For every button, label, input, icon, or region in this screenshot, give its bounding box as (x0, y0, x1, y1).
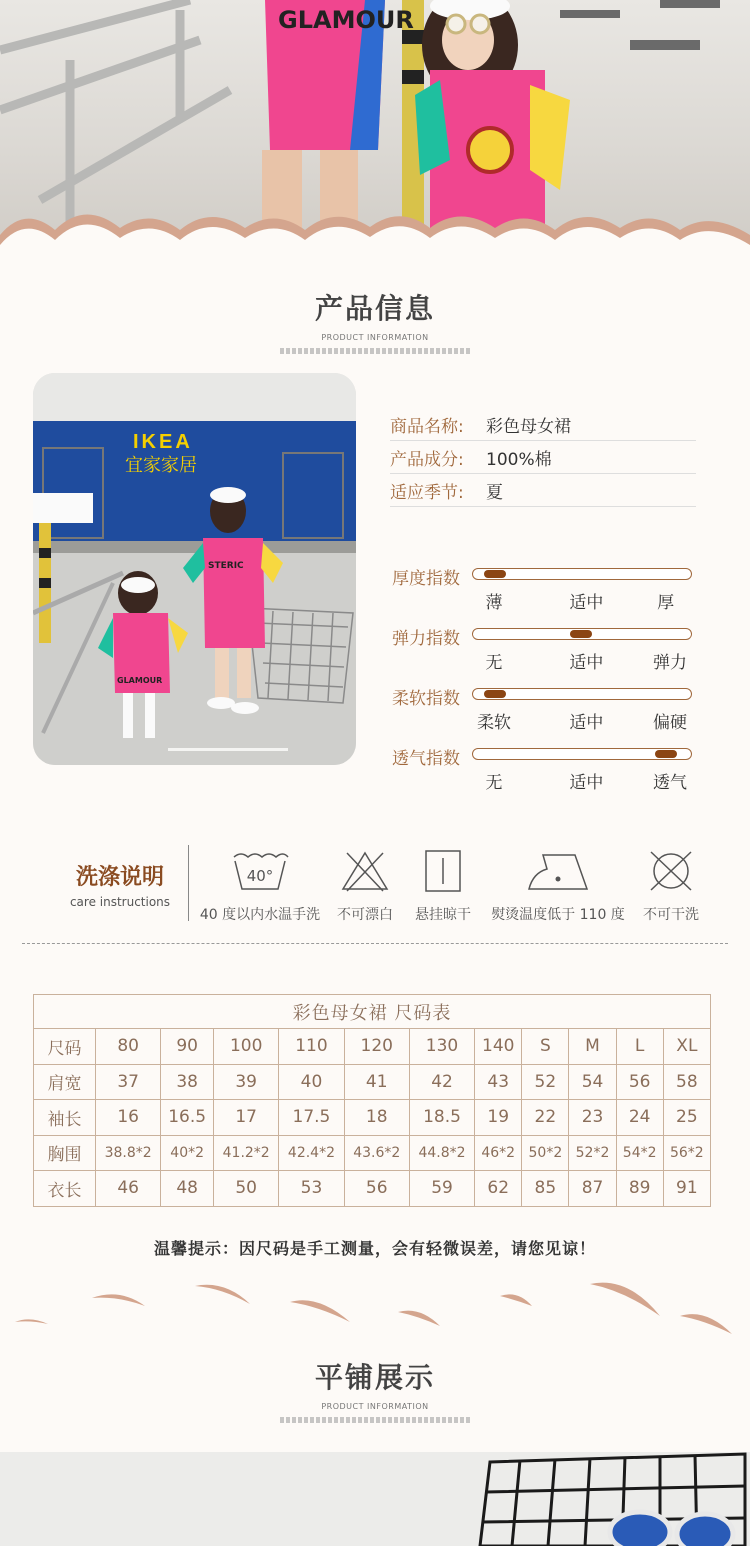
hang-dry-icon (410, 848, 476, 894)
table-row (34, 1100, 711, 1136)
size-cell: 90 (161, 1029, 214, 1065)
scale-mark-high: 弹力 (653, 653, 687, 673)
care-label: 不可漂白 (337, 907, 393, 923)
table-cell: 39 (214, 1064, 279, 1100)
row-header: 衣长 (34, 1171, 96, 1207)
care-item-hang (410, 848, 476, 924)
scale-mark-mid: 适中 (569, 593, 604, 613)
table-cell: 56*2 (663, 1135, 710, 1171)
table-cell: 42.4*2 (279, 1135, 344, 1171)
attr-label: 适应季节: (390, 482, 464, 503)
table-cell: 16.5 (161, 1100, 214, 1136)
table-cell: 52 (522, 1064, 569, 1100)
table-cell: 53 (279, 1171, 344, 1207)
scale-label: 柔软指数 (392, 689, 460, 709)
table-cell: 24 (616, 1100, 663, 1136)
scale-mark-high: 透气 (653, 773, 687, 793)
scale-mark-low: 无 (485, 653, 503, 673)
ikea-name: 宜家家居 (125, 455, 197, 476)
size-cell: 80 (96, 1029, 161, 1065)
scale-mark-low: 柔软 (477, 713, 511, 733)
table-row (34, 1135, 711, 1171)
photo-shirt-text-2: GLAMOUR (117, 676, 163, 685)
scale-mark-mid: 适中 (569, 713, 604, 733)
scale-mark-high: 厚 (657, 593, 675, 613)
row-header: 袖长 (34, 1100, 96, 1136)
scale-marker (655, 750, 677, 758)
no-dry-clean-icon (638, 848, 704, 894)
scale-track (472, 568, 692, 580)
no-bleach-icon (332, 848, 398, 894)
wash-tub-icon (196, 848, 324, 894)
table-cell: 44.8*2 (409, 1135, 474, 1171)
photo-shirt-text-1: STERIC (208, 561, 244, 571)
attr-material-row (390, 441, 696, 474)
table-cell: 52*2 (569, 1135, 616, 1171)
scale-label: 厚度指数 (392, 569, 460, 589)
table-cell: 22 (522, 1100, 569, 1136)
heading-en: PRODUCT INFORMATION (321, 1402, 429, 1411)
table-cell: 54 (569, 1064, 616, 1100)
scale-track (472, 688, 692, 700)
table-cell: 58 (663, 1064, 710, 1100)
table-row (34, 1171, 711, 1207)
scale-mark-mid: 适中 (569, 653, 604, 673)
table-cell: 17 (214, 1100, 279, 1136)
scale-mark-high: 偏硬 (653, 713, 687, 733)
heading-zh: 产品信息 (314, 292, 435, 325)
table-cell: 48 (161, 1171, 214, 1207)
ikea-logo: IKEA (133, 431, 193, 453)
elasticity-scale (390, 620, 700, 680)
attr-value: 100%棉 (486, 449, 552, 470)
scale-mark-low: 薄 (485, 593, 503, 613)
table-cell: 85 (522, 1171, 569, 1207)
size-cell: 100 (214, 1029, 279, 1065)
size-cell: 140 (475, 1029, 522, 1065)
table-cell: 46 (96, 1171, 161, 1207)
table-cell: 42 (409, 1064, 474, 1100)
table-cell: 23 (569, 1100, 616, 1136)
thickness-scale (390, 560, 700, 620)
heading-zh: 平铺展示 (314, 1361, 435, 1394)
table-cell: 37 (96, 1064, 161, 1100)
scale-label: 透气指数 (392, 749, 460, 769)
row-header: 尺码 (34, 1029, 96, 1065)
care-item-iron (486, 848, 630, 924)
scale-track (472, 628, 692, 640)
table-cell: 50*2 (522, 1135, 569, 1171)
attr-value: 彩色母女裙 (486, 416, 571, 437)
row-header: 胸围 (34, 1135, 96, 1171)
section-divider (22, 943, 728, 944)
shirt-text: GLAMOUR (278, 6, 414, 34)
wash-temp-text: 40° (246, 867, 274, 885)
care-label: 熨烫温度低于 110 度 (491, 907, 625, 923)
size-cell: M (569, 1029, 616, 1065)
size-cell: 130 (409, 1029, 474, 1065)
table-cell: 25 (663, 1100, 710, 1136)
table-cell: 16 (96, 1100, 161, 1136)
table-cell: 91 (663, 1171, 710, 1207)
attr-name-row (390, 408, 696, 441)
table-cell: 46*2 (475, 1135, 522, 1171)
care-label: 不可干洗 (643, 907, 699, 923)
scale-marker (570, 630, 592, 638)
decorative-swooshes (0, 1276, 750, 1336)
table-cell: 17.5 (279, 1100, 344, 1136)
attr-label: 产品成分: (390, 449, 464, 470)
iron-icon (486, 848, 630, 894)
attr-season-row (390, 474, 696, 507)
size-chart-caption: 彩色母女裙 尺码表 (34, 995, 711, 1029)
care-title-zh: 洗涤说明 (75, 865, 164, 890)
scale-label: 弹力指数 (392, 629, 460, 649)
scale-marker (484, 570, 506, 578)
size-cell: S (522, 1029, 569, 1065)
product-attributes (390, 408, 696, 507)
care-item-bleach (332, 848, 398, 924)
table-row (34, 1064, 711, 1100)
heading-en: PRODUCT INFORMATION (321, 333, 429, 342)
table-cell: 89 (616, 1171, 663, 1207)
care-item-wash (196, 848, 324, 924)
size-cell: XL (663, 1029, 710, 1065)
size-cell: 120 (344, 1029, 409, 1065)
care-item-dryclean (638, 848, 704, 924)
flat-display-photo (0, 1452, 750, 1546)
fabric-scales (390, 560, 700, 800)
table-cell: 38.8*2 (96, 1135, 161, 1171)
product-info-heading (0, 287, 750, 354)
scale-mark-mid: 适中 (569, 773, 604, 793)
breathability-scale (390, 740, 700, 800)
size-chart-table (33, 994, 711, 1207)
row-header: 肩宽 (34, 1064, 96, 1100)
table-cell: 59 (409, 1171, 474, 1207)
attr-label: 商品名称: (390, 416, 464, 437)
product-photo (33, 373, 356, 765)
heading-micro-text (280, 348, 470, 354)
size-cell: 110 (279, 1029, 344, 1065)
hero-photo (0, 0, 750, 260)
table-cell: 40*2 (161, 1135, 214, 1171)
scale-mark-low: 无 (485, 773, 503, 793)
table-cell: 43.6*2 (344, 1135, 409, 1171)
care-title-en: care instructions (69, 895, 171, 909)
table-cell: 62 (475, 1171, 522, 1207)
flat-display-heading (0, 1356, 750, 1423)
table-cell: 41 (344, 1064, 409, 1100)
table-cell: 18.5 (409, 1100, 474, 1136)
cloud-border (0, 200, 750, 260)
table-cell: 56 (344, 1171, 409, 1207)
measurement-tip: 温馨提示：因尺码是手工测量，会有轻微误差，请您见谅！ (153, 1239, 596, 1258)
table-cell: 41.2*2 (214, 1135, 279, 1171)
scale-track (472, 748, 692, 760)
table-cell: 54*2 (616, 1135, 663, 1171)
scale-marker (484, 690, 506, 698)
heading-micro-text (280, 1417, 470, 1423)
size-header-row (34, 1029, 711, 1065)
table-cell: 50 (214, 1171, 279, 1207)
care-divider (188, 845, 189, 921)
table-cell: 19 (475, 1100, 522, 1136)
softness-scale (390, 680, 700, 740)
table-cell: 40 (279, 1064, 344, 1100)
table-cell: 56 (616, 1064, 663, 1100)
size-cell: L (616, 1029, 663, 1065)
care-label: 40 度以内水温手洗 (199, 907, 321, 923)
table-cell: 87 (569, 1171, 616, 1207)
table-cell: 43 (475, 1064, 522, 1100)
attr-value: 夏 (486, 482, 503, 503)
table-cell: 38 (161, 1064, 214, 1100)
care-label: 悬挂晾干 (415, 907, 471, 923)
table-cell: 18 (344, 1100, 409, 1136)
care-title (60, 860, 180, 909)
